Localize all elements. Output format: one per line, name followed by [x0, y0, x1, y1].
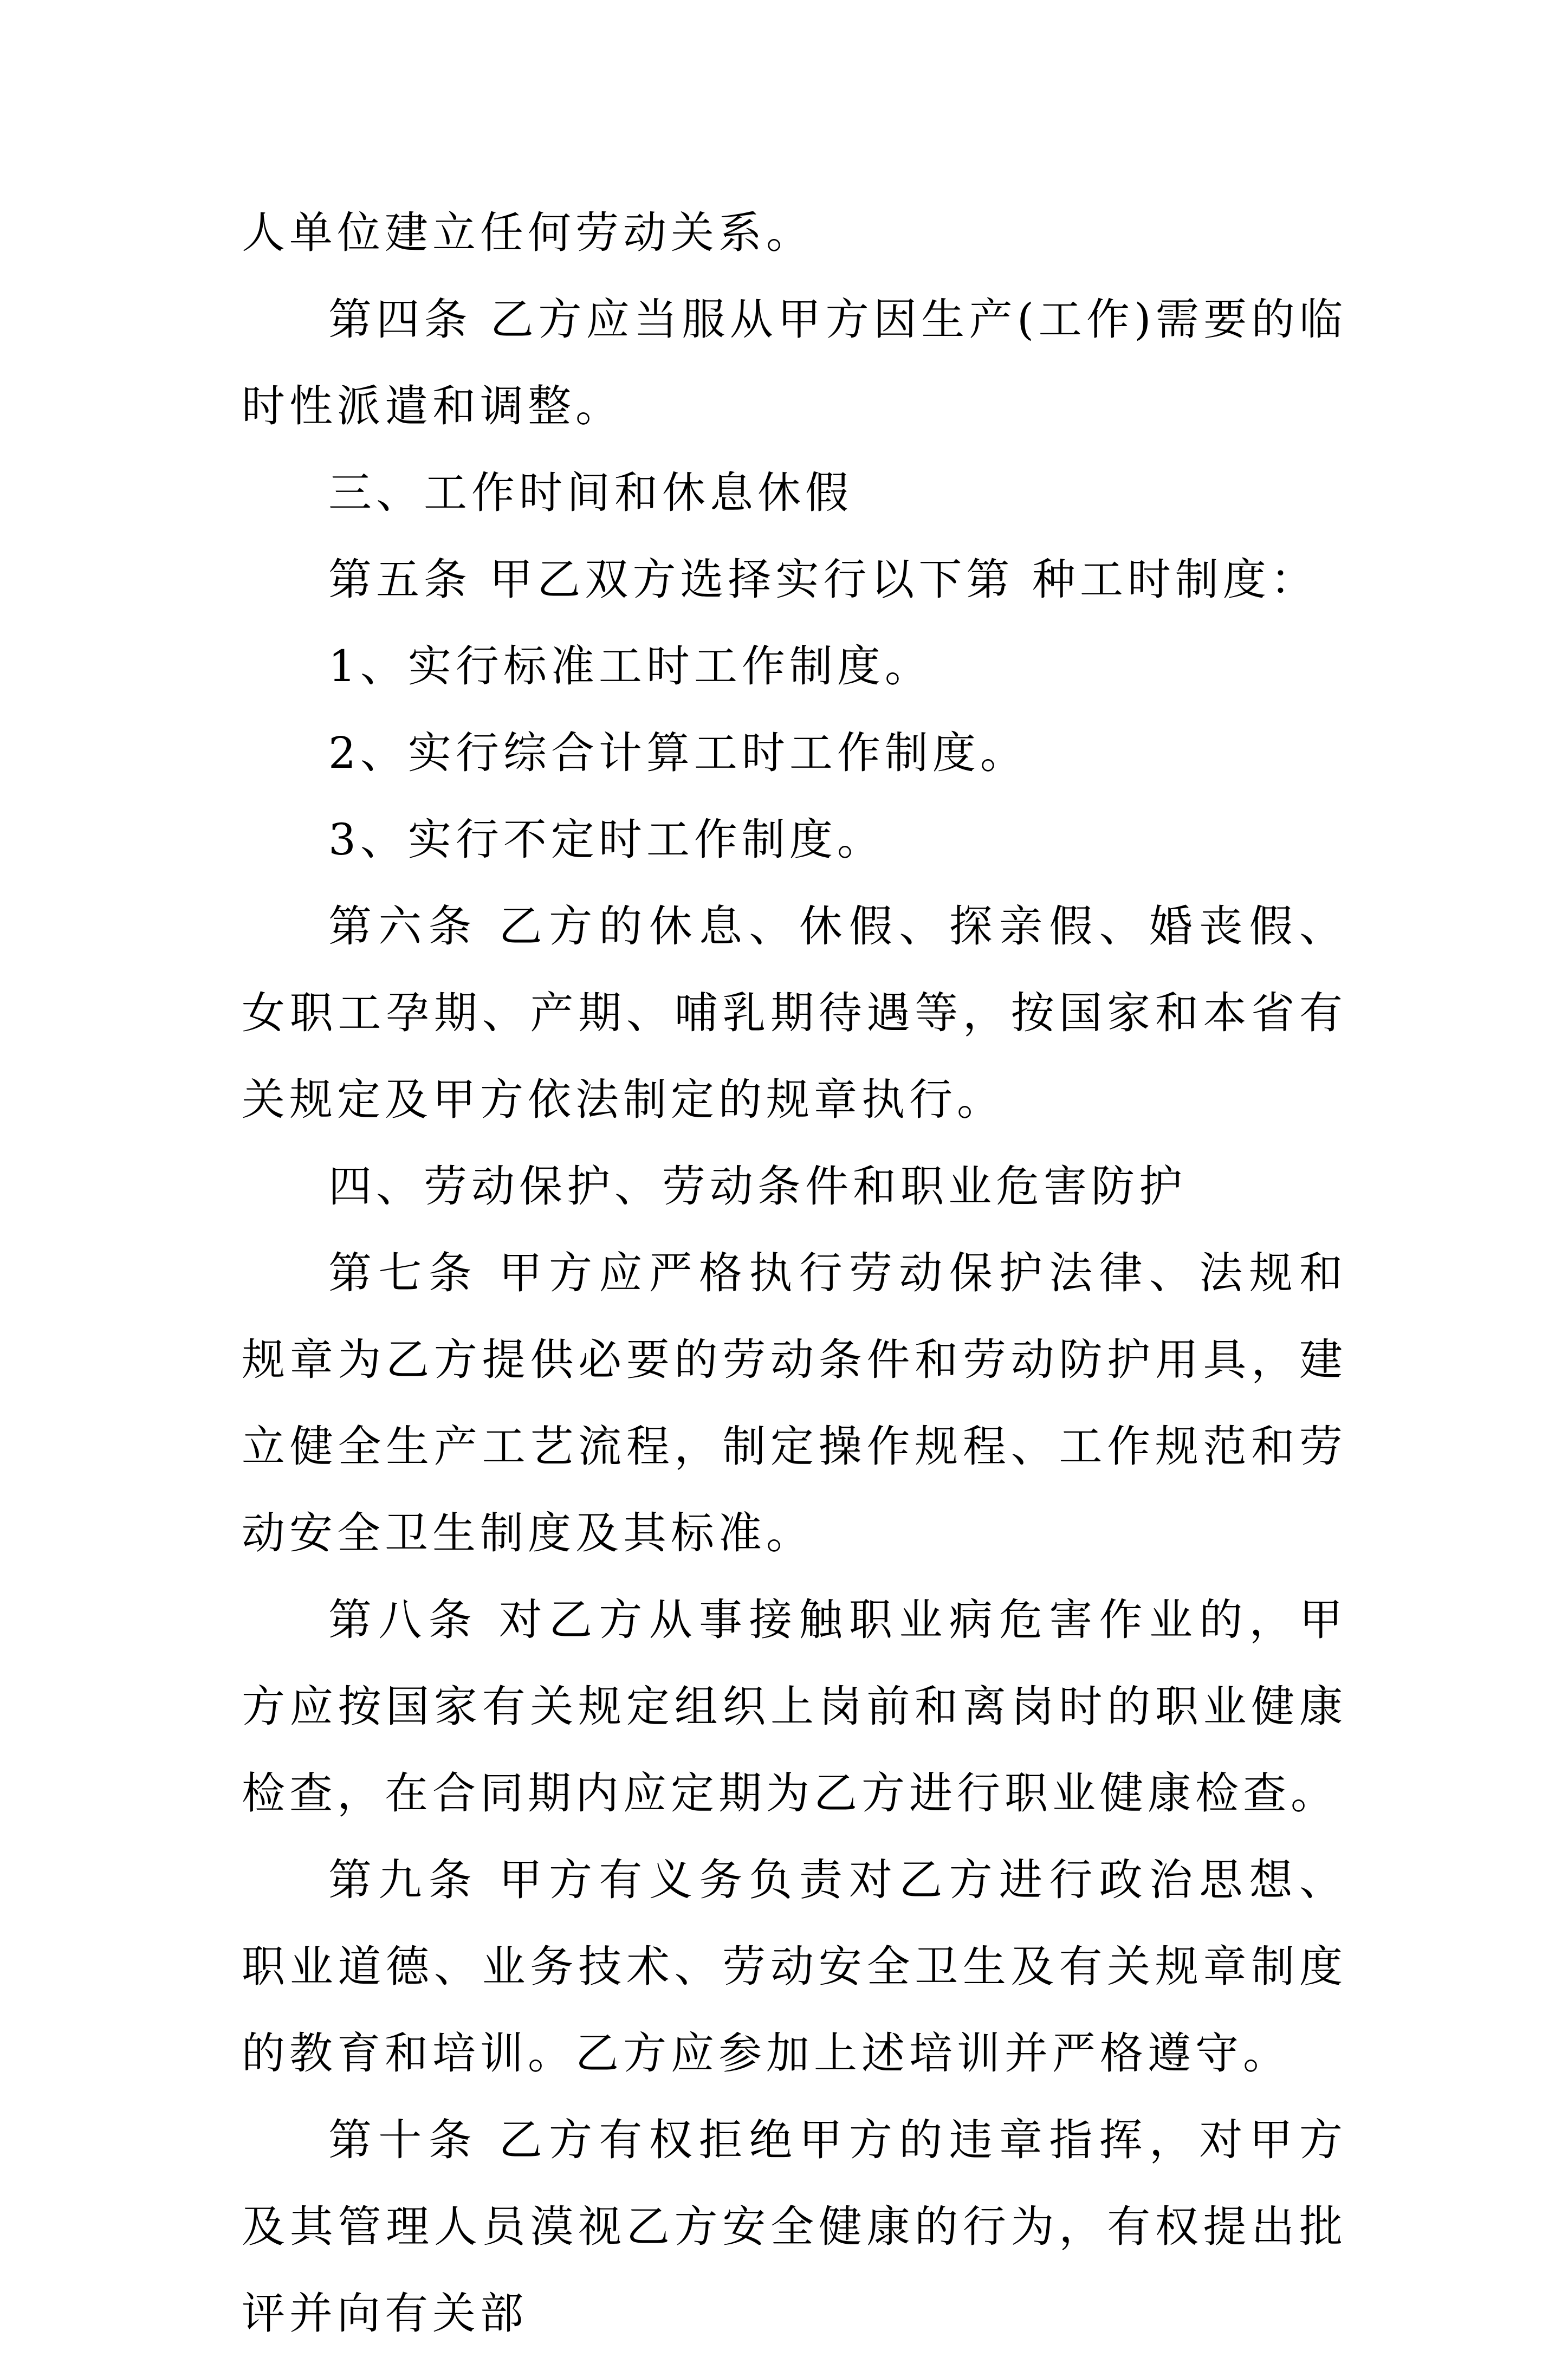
article-7: 第七条 甲方应严格执行劳动保护法律、法规和规章为乙方提供必要的劳动条件和劳动防护用具，建立健全生产工艺流程，制定操作规程、工作规范和劳动安全卫生制度及其标准。	[242, 1248, 1347, 1558]
article-8: 第八条 对乙方从事接触职业病危害作业的，甲方应按国家有关规定组织上岗前和离岗时的职业健康检查，在合同期内应定期为乙方进行职业健康检查。	[242, 1595, 1347, 1818]
article-5-option-3: 3、实行不定时工作制度。	[328, 814, 885, 865]
paragraph-continuation: 人单位建立任何劳动关系。	[242, 208, 814, 258]
article-10: 第十条 乙方有权拒绝甲方的违章指挥，对甲方及其管理人员漠视乙方安全健康的行为，有权提出批评并向有关部	[242, 2115, 1347, 2339]
article-4: 第四条 乙方应当服从甲方因生产(工作)需要的临时性派遣和调整。	[242, 294, 1347, 431]
section-heading-4: 四、劳动保护、劳动条件和职业危害防护	[328, 1161, 1187, 1212]
section-heading-3: 三、工作时间和休息休假	[328, 468, 853, 518]
article-5-option-1: 1、实行标准工时工作制度。	[328, 641, 932, 691]
article-5-option-2: 2、实行综合计算工时工作制度。	[328, 728, 1028, 778]
article-6: 第六条 乙方的休息、休假、探亲假、婚丧假、女职工孕期、产期、哺乳期待遇等，按国家和本省有关规定及甲方依法制定的规章执行。	[242, 901, 1347, 1125]
article-9: 第九条 甲方有义务负责对乙方进行政治思想、职业道德、业务技术、劳动安全卫生及有关规章制度的教育和培训。乙方应参加上述培训并严格遵守。	[242, 1855, 1347, 2078]
article-5: 第五条 甲乙双方选择实行以下第 种工时制度：	[328, 554, 1318, 605]
document-body	[242, 190, 1347, 2357]
